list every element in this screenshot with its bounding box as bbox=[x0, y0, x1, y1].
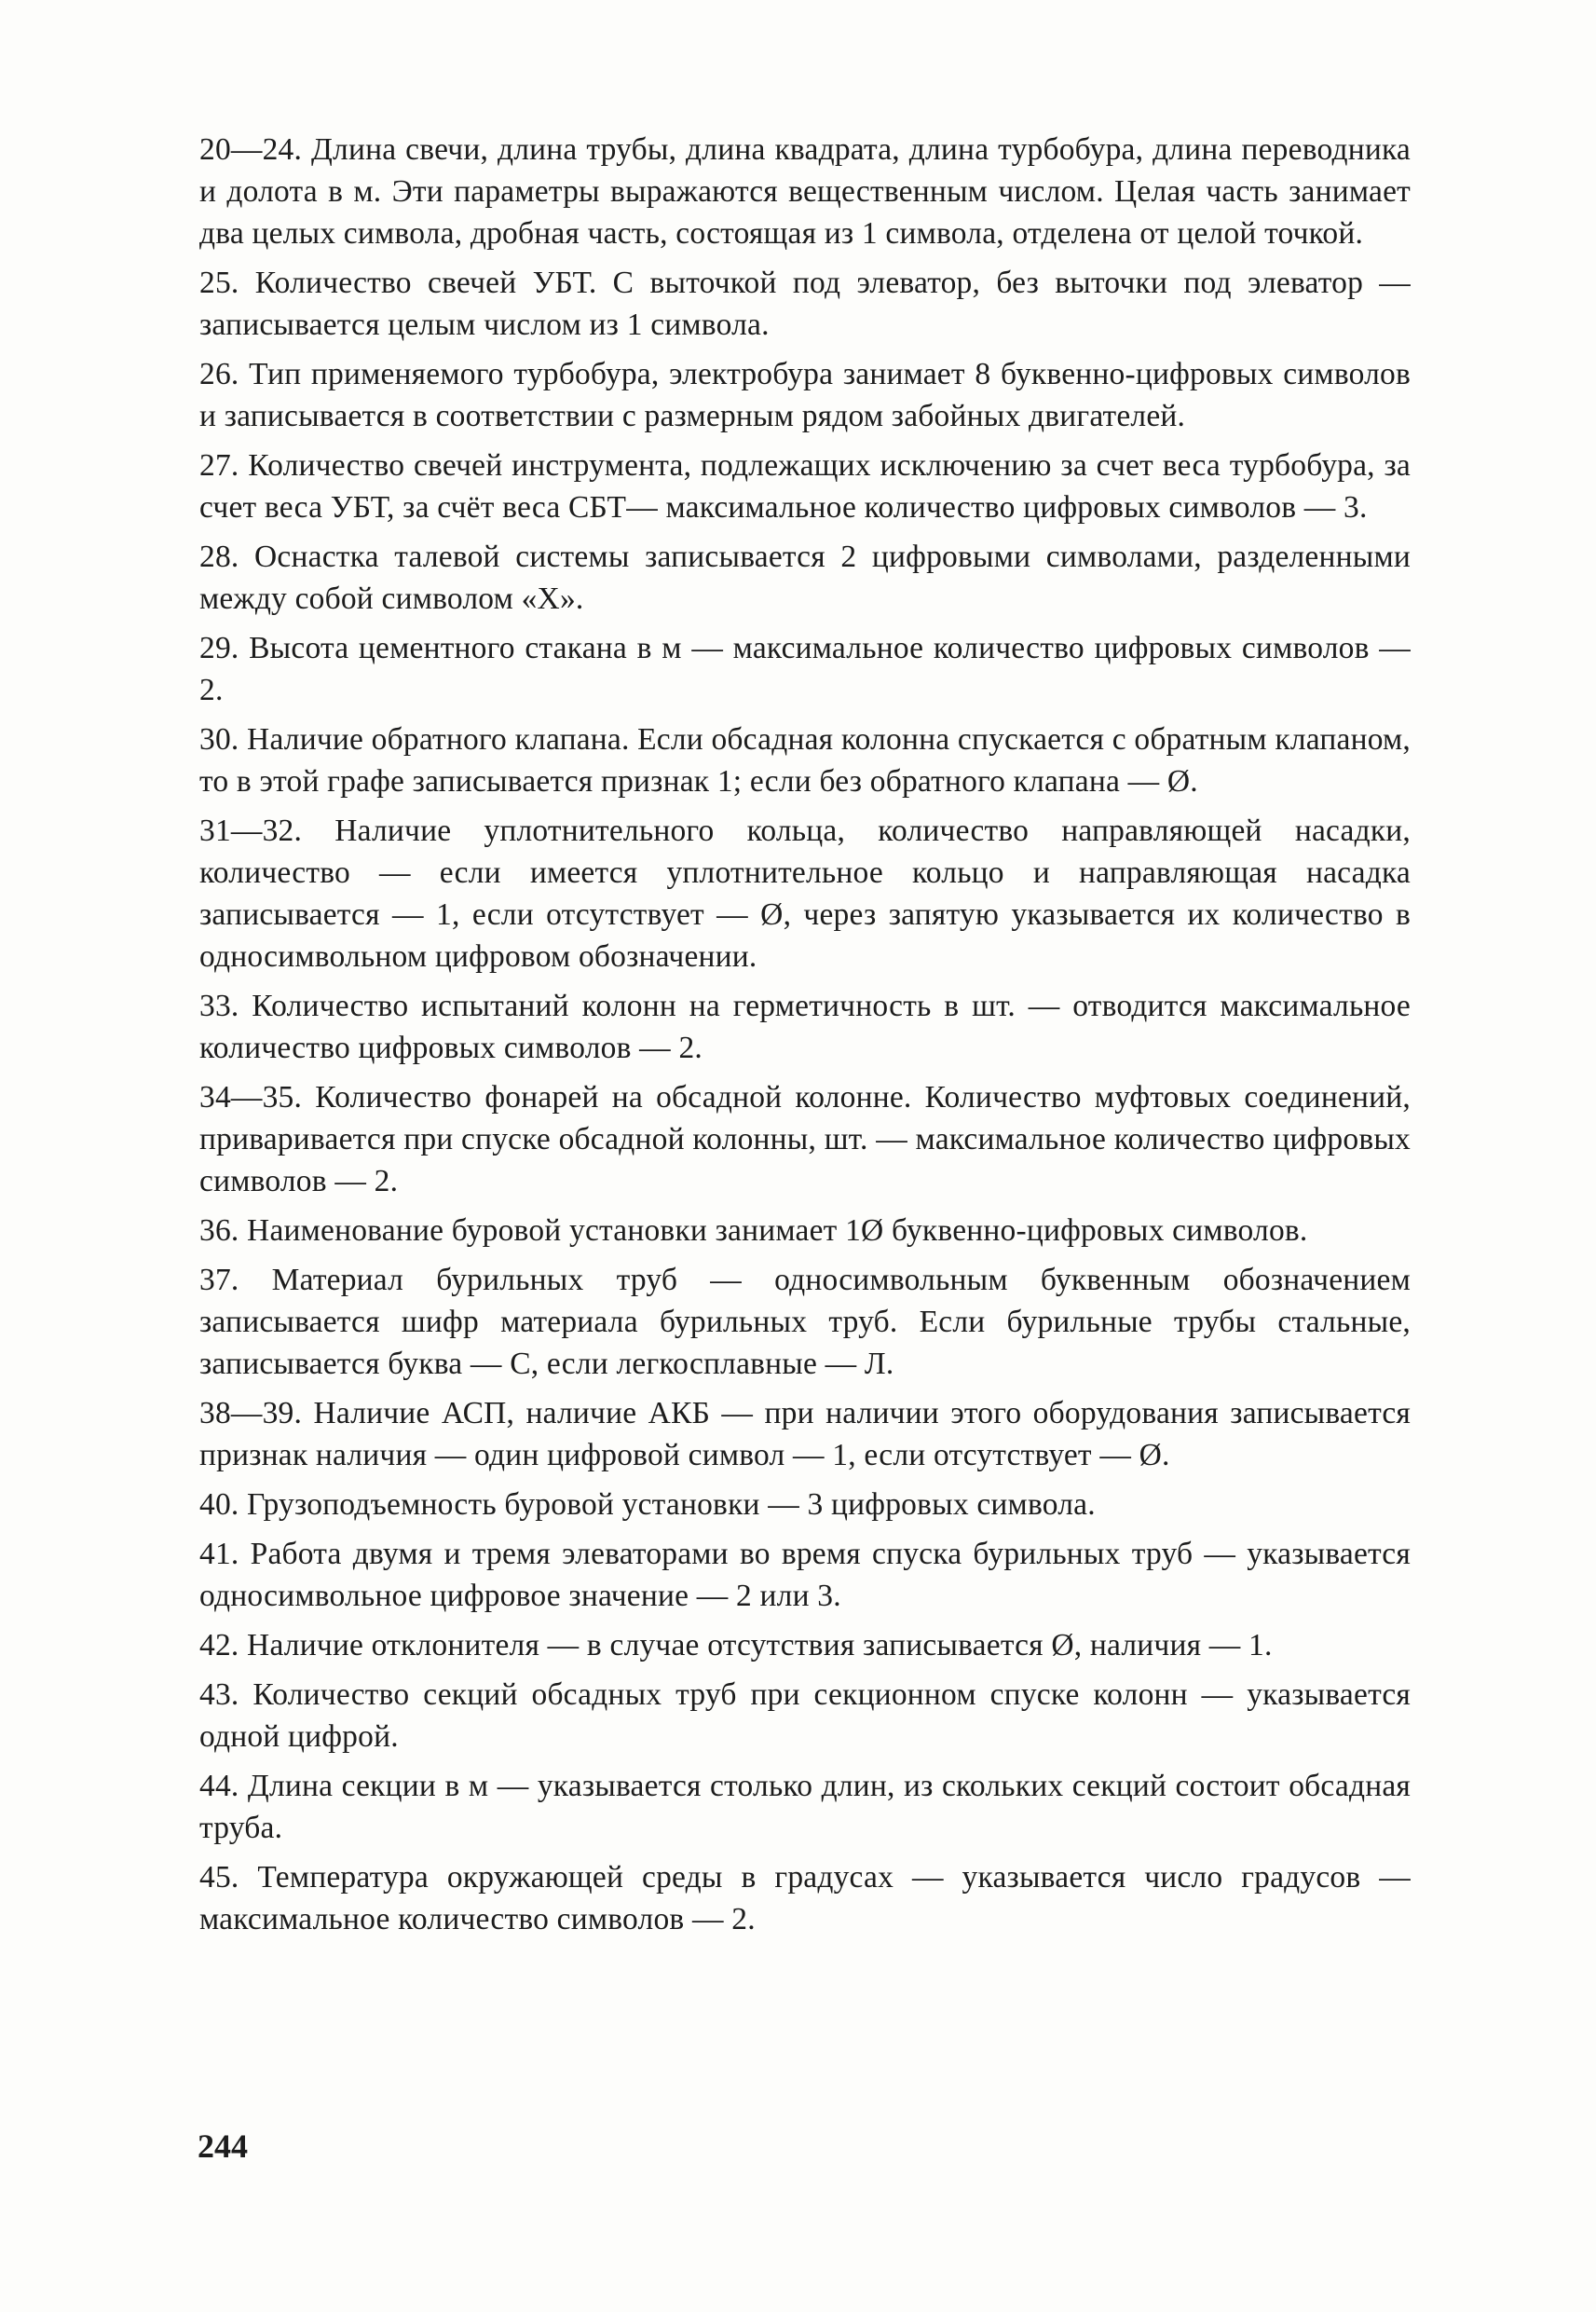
paragraph-40: 40. Грузоподъемность буровой установки — 3 цифровых символа. bbox=[199, 1487, 1096, 1522]
page-number: 244 bbox=[198, 2127, 248, 2165]
paragraph-31-32: 31—32. Наличие уплотнительного кольца, количество направляющей насадки, количество — если имеется уплотнительное кольцо и направляющая насадка записывается — 1, если отсутствует — Ø, через запятую указывается их количество в односимвольном цифровом обозначении. bbox=[199, 814, 1411, 974]
paragraph-38-39: 38—39. Наличие АСП, наличие АКБ — при наличии этого оборудования записывается признак наличия — один цифровой символ — 1, если отсутствует — Ø. bbox=[199, 1396, 1411, 1472]
paragraph-29: 29. Высота цементного стакана в м — максимальное количество цифровых символов — 2. bbox=[199, 631, 1411, 707]
paragraph-41: 41. Работа двумя и тремя элеваторами во время спуска бурильных труб — указывается односимвольное цифровое значение — 2 или 3. bbox=[199, 1537, 1411, 1613]
paragraph-27: 27. Количество свечей инструмента, подлежащих исключению за счет веса турбобура, за счет веса УБТ, за счёт веса СБТ— максимальное количество цифровых символов — 3. bbox=[199, 448, 1411, 525]
paragraph-33: 33. Количество испытаний колонн на герметичность в шт. — отводится максимальное количество цифровых символов — 2. bbox=[199, 989, 1411, 1065]
paragraph-34-35: 34—35. Количество фонарей на обсадной колонне. Количество муфтовых соединений, приваривается при спуске обсадной колонны, шт. — максимальное количество цифровых символов — 2. bbox=[199, 1080, 1411, 1198]
paragraph-42: 42. Наличие отклонителя — в случае отсутствия записывается Ø, наличия — 1. bbox=[199, 1628, 1273, 1662]
paragraph-45: 45. Температура окружающей среды в градусах — указывается число градусов — максимальное количество символов — 2. bbox=[199, 1860, 1411, 1936]
paragraph-20-24: 20—24. Длина свечи, длина трубы, длина квадрата, длина турбобура, длина переводника и долота в м. Эти параметры выражаются вещественным числом. Целая часть занимает два целых символа, дробная часть, состоящая из 1 символа, отделена от целой точкой. bbox=[199, 132, 1411, 251]
paragraph-43: 43. Количество секций обсадных труб при секционном спуске колонн — указывается одной цифрой. bbox=[199, 1677, 1411, 1754]
paragraph-26: 26. Тип применяемого турбобура, электробура занимает 8 буквенно-цифровых символов и записывается в соответствии с размерным рядом забойных двигателей. bbox=[199, 357, 1411, 433]
paragraph-44: 44. Длина секции в м — указывается столько длин, из скольких секций состоит обсадная труба. bbox=[199, 1769, 1411, 1845]
paragraph-28: 28. Оснастка талевой системы записывается 2 цифровыми символами, разделенными между собой символом «Х». bbox=[199, 540, 1411, 616]
paragraph-25: 25. Количество свечей УБТ. С выточкой под элеватор, без выточки под элеватор — записывается целым числом из 1 символа. bbox=[199, 266, 1411, 342]
paragraph-37: 37. Материал бурильных труб — односимвольным буквенным обозначением записывается шифр материала бурильных труб. Если бурильные трубы стальные, записывается буква — С, если легкосплавные — Л. bbox=[199, 1263, 1411, 1381]
paragraph-36: 36. Наименование буровой установки занимает 1Ø буквенно-цифровых символов. bbox=[199, 1213, 1308, 1248]
paragraph-30: 30. Наличие обратного клапана. Если обсадная колонна спускается с обратным клапаном, то в этой графе записывается признак 1; если без обратного клапана — Ø. bbox=[199, 722, 1411, 799]
body-text bbox=[199, 129, 1411, 1948]
